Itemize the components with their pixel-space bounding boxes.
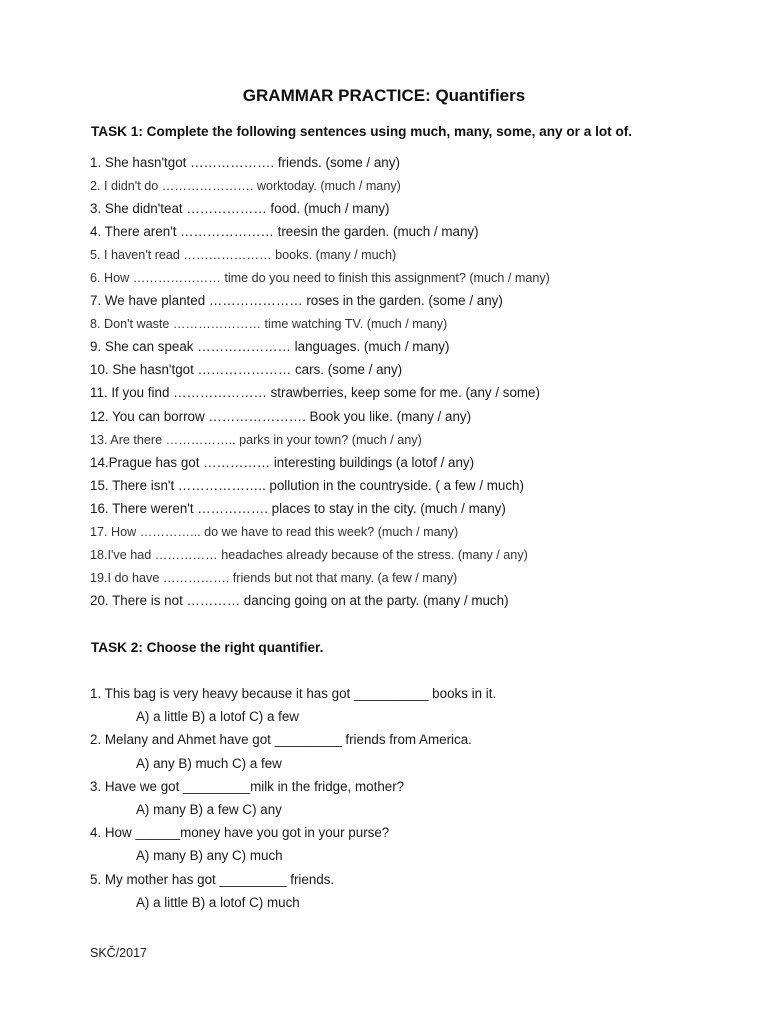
- task1-heading: TASK 1: Complete the following sentences using much, many, some, any or a lot of.: [91, 124, 633, 139]
- task2-question: 3. Have we got _________milk in the fridge, mother?: [90, 778, 405, 794]
- page-title: GRAMMAR PRACTICE: Quantifiers: [242, 86, 526, 105]
- task1-item: 19.I do have ……………. friends but not that many. (a few / many): [90, 570, 458, 585]
- task1-item: 16. There weren't ……………. places to stay in the city. (much / many): [90, 500, 506, 516]
- task1-item: 14.Prague has got …………… interesting buildings (a lotof / any): [90, 454, 475, 470]
- task1-item: 9. She can speak ………………… languages. (much / many): [90, 339, 450, 355]
- task1-item: 3. She didn'teat ……………… food. (much / many): [90, 201, 390, 217]
- task2-options: A) many B) any C) much: [136, 848, 283, 864]
- task2-list: [90, 684, 496, 916]
- task1-item: 10. She hasn'tgot ………………… cars. (some / any): [90, 362, 403, 378]
- task2-heading: TASK 2: Choose the right quantifier.: [91, 640, 324, 655]
- task1-item: 18.I've had …………… headaches already because of the stress. (many / any): [90, 547, 528, 562]
- task1-item: 2. I didn't do …………………. worktoday. (much / many): [90, 179, 401, 194]
- task1-item: 7. We have planted ………………… roses in the garden. (some / any): [90, 293, 503, 309]
- task1-item: 15. There isn't ……………….. pollution in the countryside. ( a few / much): [90, 477, 524, 493]
- task2-options: A) a little B) a lotof C) much: [136, 894, 300, 910]
- task2-options: A) many B) a few C) any: [136, 801, 282, 817]
- task2-question: 4. How ______money have you got in your purse?: [90, 825, 390, 841]
- task1-item: 4. There aren't ………………… treesin the garden. (much / many): [90, 224, 479, 240]
- task2-options: A) a little B) a lotof C) a few: [136, 709, 299, 725]
- task1-item: 8. Don't waste ………………… time watching TV. (much / many): [90, 317, 448, 332]
- footer-code: SKČ/2017: [90, 946, 147, 960]
- task1-item: 5. I haven't read ………………… books. (many / much): [90, 248, 397, 263]
- task2-options: A) any B) much C) a few: [136, 755, 282, 771]
- task2-question: 1. This bag is very heavy because it has got __________ books in it.: [90, 686, 497, 701]
- task1-item: 20. There is not ………… dancing going on at the party. (many / much): [90, 592, 509, 608]
- task1-item: 12. You can borrow …………………. Book you like. (many / any): [90, 408, 472, 424]
- task2-question: 5. My mother has got _________ friends.: [90, 871, 335, 887]
- task1-item: 17. How …………... do we have to read this week? (much / many): [90, 524, 459, 539]
- task2-question: 2. Melany and Ahmet have got _________ friends from America.: [90, 732, 472, 748]
- task1-item: 1. She hasn'tgot ………………. friends. (some / any): [90, 155, 400, 170]
- task1-item: 11. If you find ………………… strawberries, keep some for me. (any / some): [90, 385, 540, 401]
- task1-item: 13. Are there …………….. parks in your town? (much / any): [90, 432, 422, 447]
- task1-list: [90, 153, 550, 614]
- task1-item: 6. How ………………… time do you need to finish this assignment? (much / many): [90, 271, 550, 286]
